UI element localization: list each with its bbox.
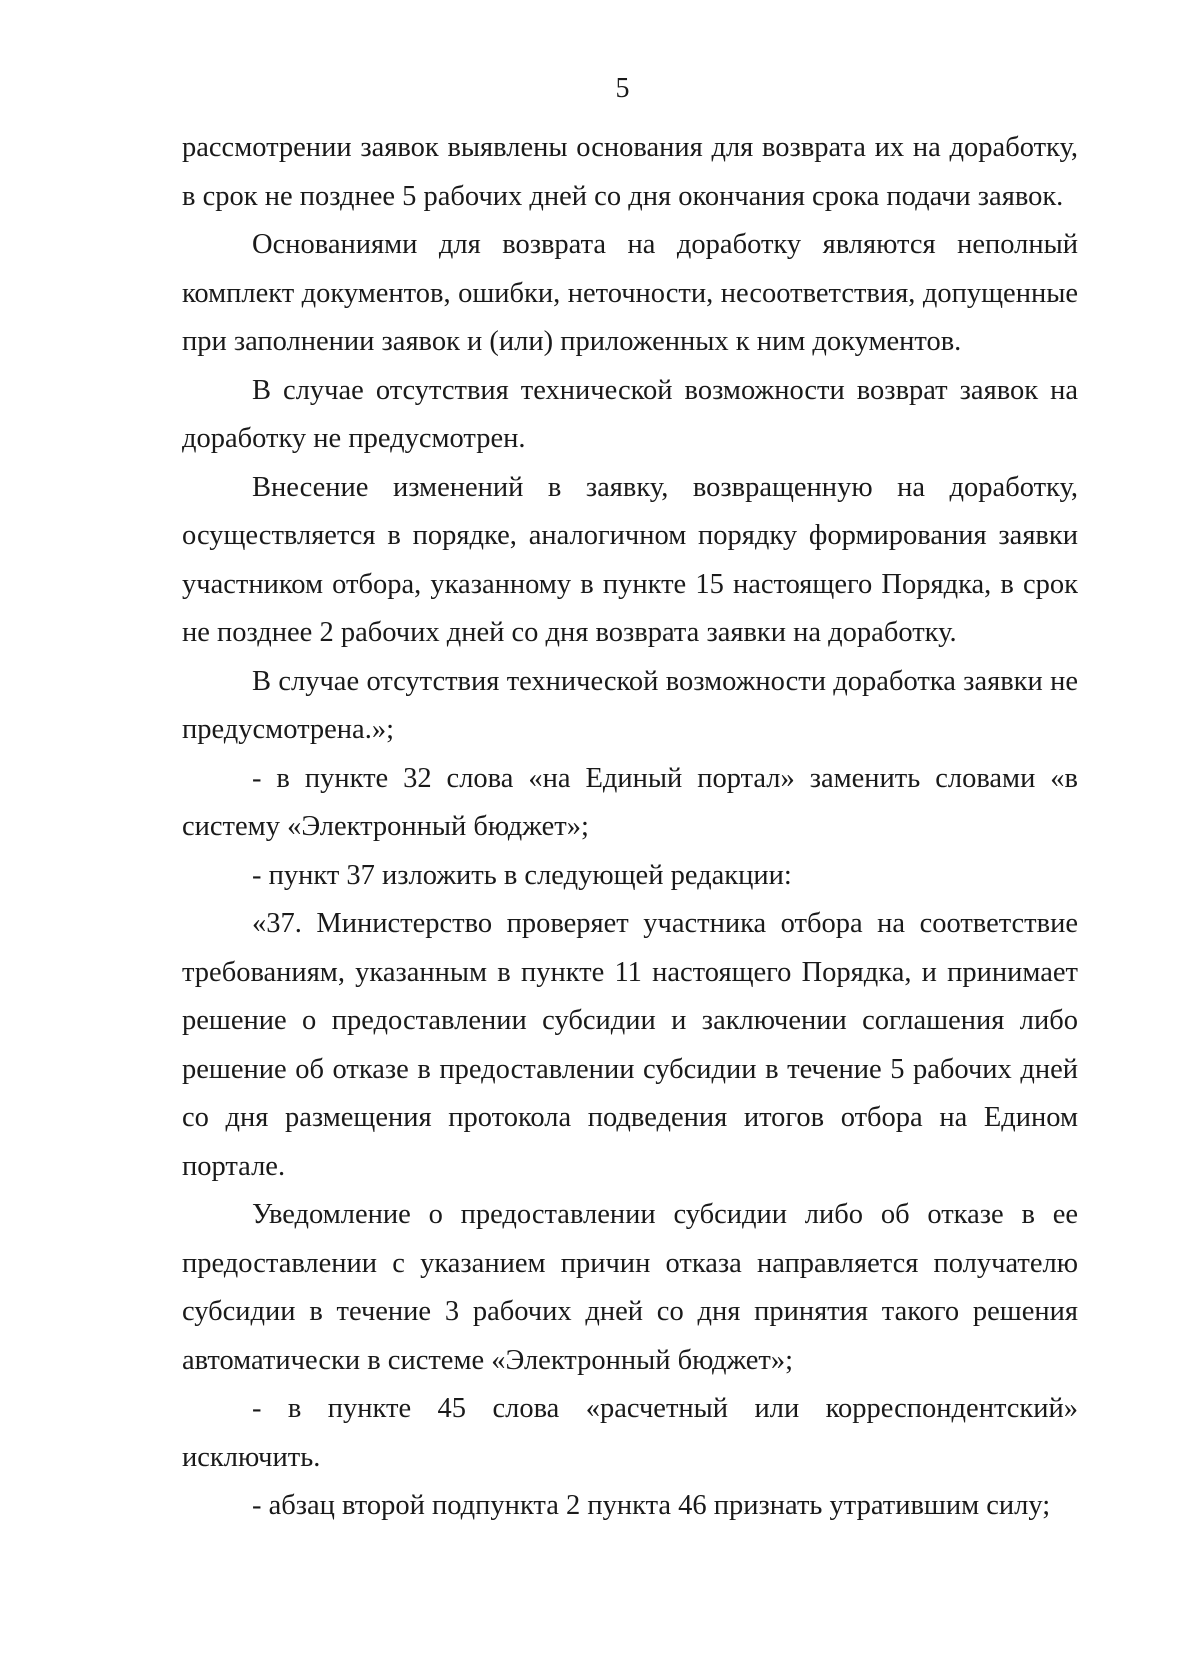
paragraph-continuation: рассмотрении заявок выявлены основания для возврата их на доработку, в срок не позднее 5 рабочих дней со дня окончания срока подачи заявок.	[182, 132, 1078, 212]
paragraph-clause-45: - в пункте 45 слова «расчетный или корреспондентский» исключить.	[182, 1393, 1078, 1473]
paragraph-no-technical-return: В случае отсутствия технической возможности возврат заявок на доработку не предусмотрен.	[182, 374, 1078, 454]
document-body	[182, 124, 1078, 1531]
paragraph-clause-37-text: «37. Министерство проверяет участника отбора на соответствие требованиям, указанным в пункте 11 настоящего Порядка, и принимает решение о предоставлении субсидии и заключении соглашения либо решение об отказе в предоставлении субсидии в течение 5 рабочих дней со дня размещения протокола подведения итогов отбора на Едином портале.	[182, 908, 1078, 1182]
paragraph-grounds-for-return: Основаниями для возврата на доработку являются неполный комплект документов, ошибки, неточности, несоответствия, допущенные при заполнении заявок и (или) приложенных к ним документов.	[182, 229, 1078, 357]
paragraph-clause-32: - в пункте 32 слова «на Единый портал» заменить словами «в систему «Электронный бюджет»;	[182, 762, 1078, 842]
paragraph-notification: Уведомление о предоставлении субсидии либо об отказе в ее предоставлении с указанием причин отказа направляется получателю субсидии в течение 3 рабочих дней со дня принятия такого решения автоматически в системе «Электронный бюджет»;	[182, 1199, 1078, 1376]
paragraph-no-technical-rework: В случае отсутствия технической возможности доработка заявки не предусмотрена.»;	[182, 665, 1078, 745]
paragraph-amendments: Внесение изменений в заявку, возвращенную на доработку, осуществляется в порядке, аналогичном порядку формирования заявки участником отбора, указанному в пункте 15 настоящего Порядка, в срок не позднее 2 рабочих дней со дня возврата заявки на доработку.	[182, 471, 1078, 648]
page-number: 5	[615, 73, 630, 104]
paragraph-clause-46: - абзац второй подпункта 2 пункта 46 признать утратившим силу;	[252, 1490, 1051, 1521]
paragraph-clause-37-intro: - пункт 37 изложить в следующей редакции:	[252, 859, 792, 891]
